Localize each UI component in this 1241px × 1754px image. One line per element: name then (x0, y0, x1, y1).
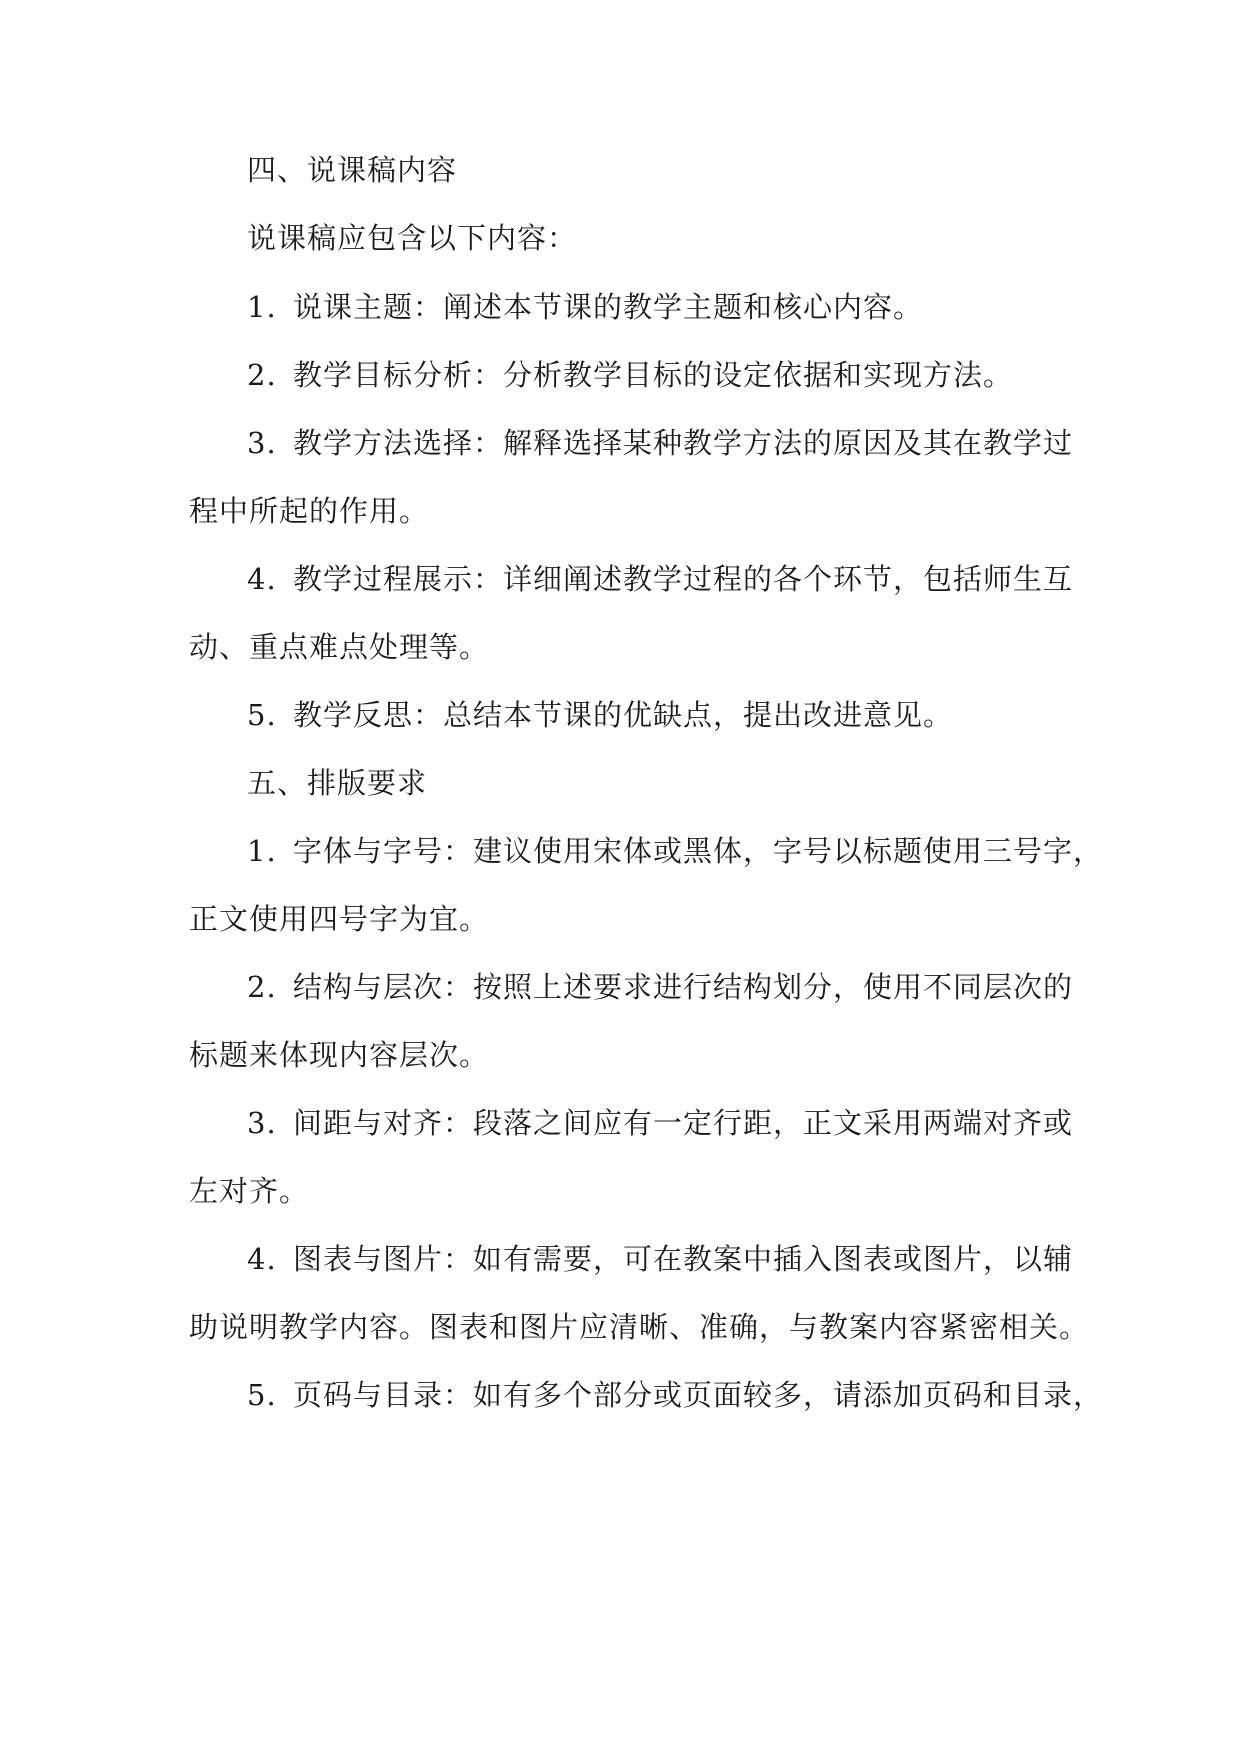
list-text: 说课主题：阐述本节课的教学主题和核心内容。 (293, 290, 924, 324)
list-text-continuation: 助说明教学内容。图表和图片应清晰、准确，与教案内容紧密相关。 (189, 1310, 1090, 1344)
list-text-continuation: 程中所起的作用。 (189, 494, 430, 528)
section-intro: 说课稿应包含以下内容： (247, 221, 578, 255)
list-number: 3. (247, 1106, 277, 1140)
list-item (247, 287, 923, 327)
list-number: 3. (247, 426, 277, 460)
list-item (247, 423, 1073, 463)
list-text: 页码与目录：如有多个部分或页面较多，请添加页码和目录， (293, 1378, 1104, 1412)
list-text-continuation: 标题来体现内容层次。 (189, 1038, 490, 1072)
list-number: 5. (247, 1378, 277, 1412)
list-item (247, 559, 1073, 599)
section-heading: 四、说课稿内容 (247, 153, 458, 187)
list-number: 1. (247, 290, 277, 324)
list-item (247, 1375, 1103, 1415)
list-item (247, 1103, 1073, 1143)
list-text: 教学过程展示：详细阐述教学过程的各个环节，包括师生互 (293, 562, 1074, 596)
list-number: 1. (247, 834, 277, 868)
list-text-continuation: 左对齐。 (189, 1174, 310, 1208)
list-text: 间距与对齐：段落之间应有一定行距，正文采用两端对齐或 (293, 1106, 1074, 1140)
list-item (247, 355, 1013, 395)
list-number: 2. (247, 970, 277, 1004)
list-number: 4. (247, 562, 277, 596)
list-item (247, 967, 1073, 1007)
list-item (247, 695, 953, 735)
list-item (247, 1239, 1073, 1279)
list-text: 教学方法选择：解释选择某种教学方法的原因及其在教学过 (293, 426, 1074, 460)
list-text: 图表与图片：如有需要，可在教案中插入图表或图片，以辅 (293, 1242, 1074, 1276)
list-number: 5. (247, 698, 277, 732)
list-number: 4. (247, 1242, 277, 1276)
list-text: 结构与层次：按照上述要求进行结构划分，使用不同层次的 (293, 970, 1074, 1004)
list-text: 字体与字号：建议使用宋体或黑体，字号以标题使用三号字， (293, 834, 1104, 868)
list-number: 2. (247, 358, 277, 392)
list-text-continuation: 动、重点难点处理等。 (189, 630, 490, 664)
section-heading: 五、排版要求 (247, 766, 428, 800)
list-item (247, 831, 1103, 871)
list-text: 教学目标分析：分析教学目标的设定依据和实现方法。 (293, 358, 1014, 392)
list-text: 教学反思：总结本节课的优缺点，提出改进意见。 (293, 698, 954, 732)
list-text-continuation: 正文使用四号字为宜。 (189, 902, 490, 936)
